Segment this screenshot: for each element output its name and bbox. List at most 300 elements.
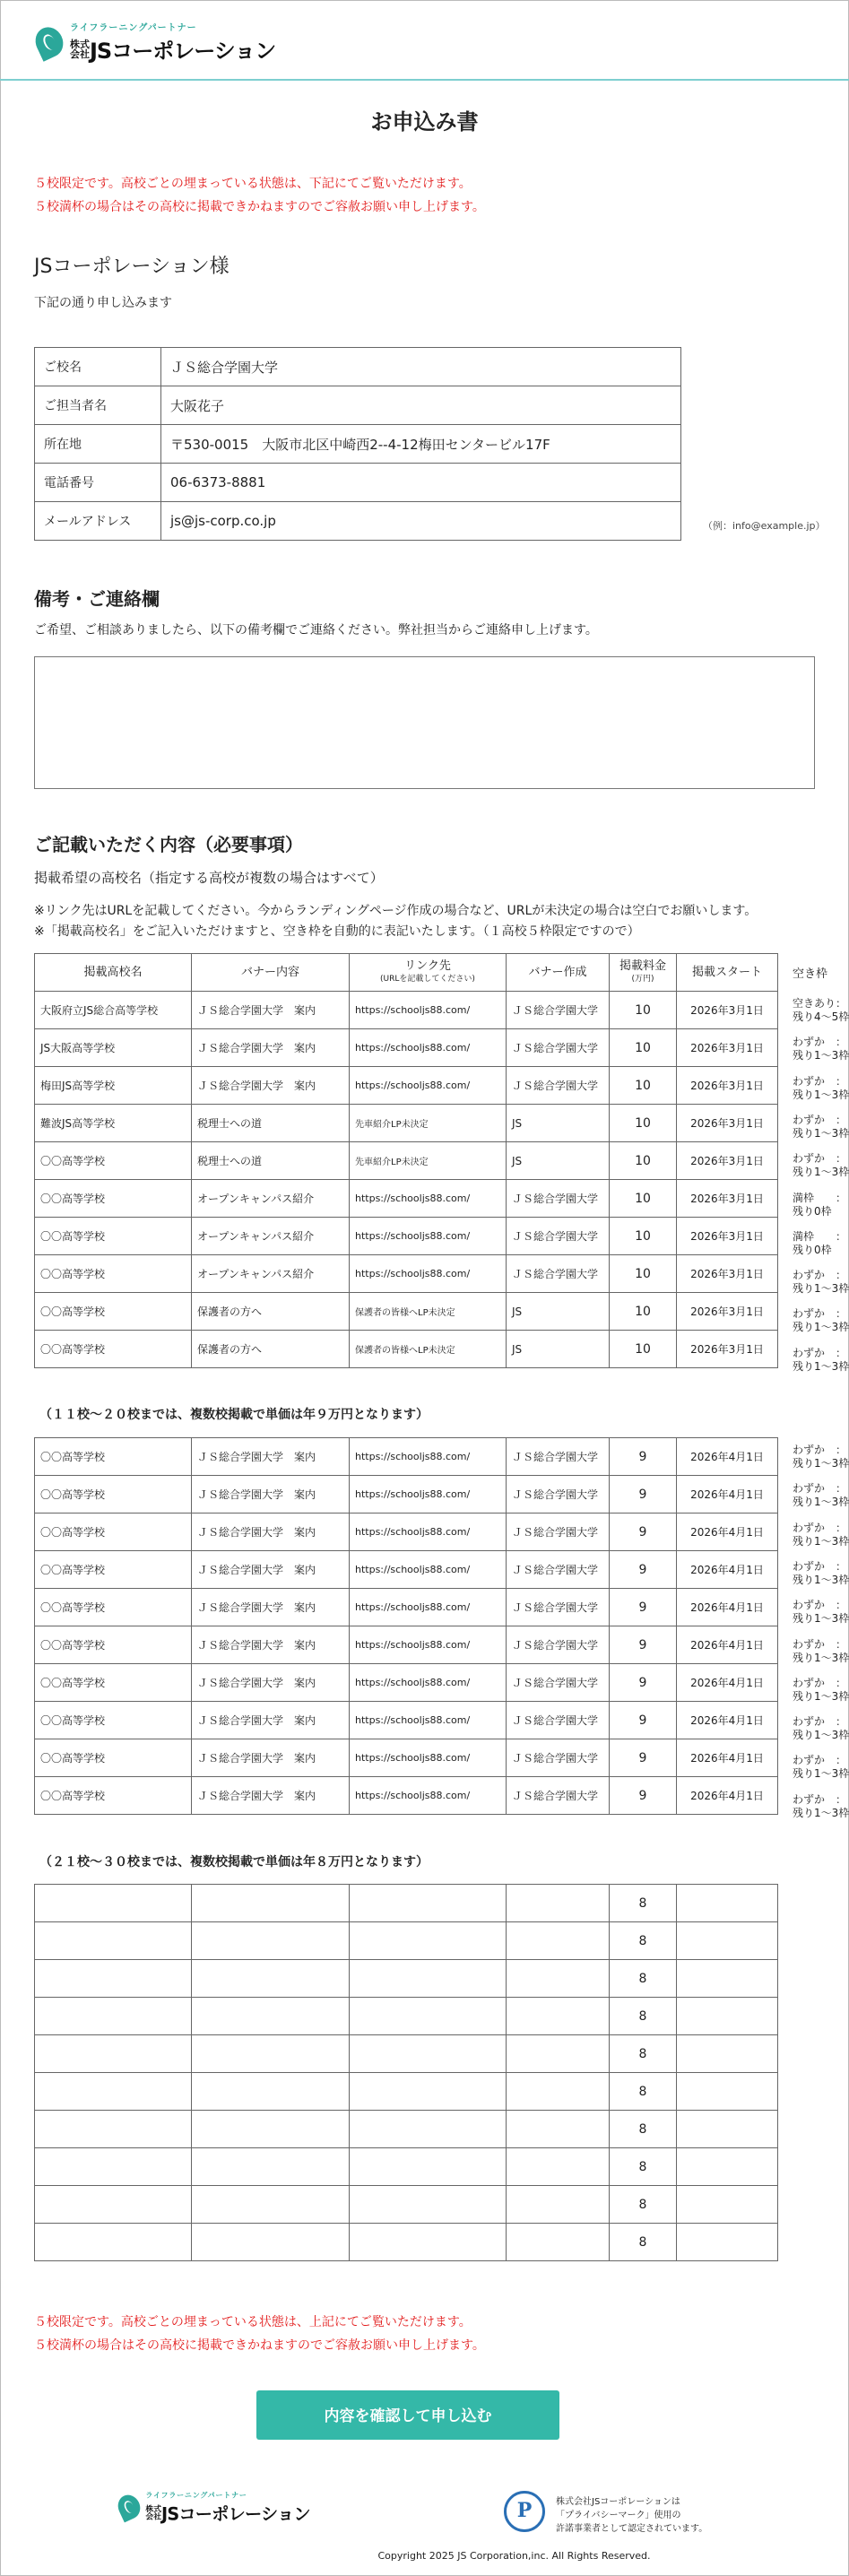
start-cell[interactable] [677,2111,778,2148]
fee-cell: 8 [610,1922,677,1960]
fee-cell: 8 [610,2035,677,2073]
logo-kk: 株式会社 [70,38,90,60]
fee-cell: 9 [610,1626,677,1664]
school-cell[interactable]: 〇〇高等学校 [35,1331,192,1368]
start-cell[interactable]: 2026年3月1日 [677,1142,778,1180]
table-row [35,2148,778,2186]
avail-line: 残り1～3枠 [793,1612,849,1626]
fee-cell: 10 [610,1142,677,1180]
creator-cell[interactable]: ＪＳ総合学園大学 [507,1514,610,1551]
privacy-mark-text [556,2495,707,2536]
avail-status [793,1075,849,1102]
fee-cell: 9 [610,1777,677,1815]
table-row [35,1739,778,1777]
table-row [35,1664,778,1702]
school-cell[interactable]: 難波JS高等学校 [35,1105,192,1142]
creator-cell[interactable]: ＪＳ総合学園大学 [507,1438,610,1476]
avail-line: 残り1～3枠 [793,1651,849,1664]
creator-cell[interactable] [507,2035,610,2073]
start-cell[interactable]: 2026年3月1日 [677,1105,778,1142]
banner-cell[interactable] [192,1885,350,1922]
banner-cell[interactable]: ＪＳ総合学園大学 案内 [192,1514,350,1551]
fee-cell: 8 [610,2224,677,2261]
banner-cell[interactable]: ＪＳ総合学園大学 案内 [192,1438,350,1476]
info-label: 所在地 [35,425,161,464]
creator-cell[interactable] [507,1885,610,1922]
table-row [35,1777,778,1815]
link-cell[interactable] [350,2224,507,2261]
banner-cell[interactable]: ＪＳ総合学園大学 案内 [192,1626,350,1664]
avail-line: 残り1～3枠 [793,1729,849,1742]
school-cell[interactable]: 梅田JS高等学校 [35,1067,192,1105]
start-cell[interactable] [677,1885,778,1922]
info-row [35,348,681,386]
school-cell[interactable]: 〇〇高等学校 [35,1218,192,1255]
school-cell[interactable]: 〇〇高等学校 [35,1589,192,1626]
table-row [35,1029,778,1067]
entry-table-1 [34,953,778,1368]
avail-status [793,1522,849,1548]
banner-cell[interactable]: ＪＳ総合学園大学 案内 [192,992,350,1029]
avail-line: わずか ： [793,1113,847,1126]
avail-line: わずか ： [793,1599,847,1612]
banner-cell[interactable]: ＪＳ総合学園大学 案内 [192,1739,350,1777]
fee-cell: 8 [610,2148,677,2186]
link-cell[interactable]: https://schooljs88.com/ [350,1180,507,1218]
table-row [35,1293,778,1331]
creator-cell[interactable]: ＪＳ総合学園大学 [507,1551,610,1589]
link-cell[interactable] [350,2111,507,2148]
creator-cell[interactable] [507,2148,610,2186]
avail-line: 残り1～3枠 [793,1767,849,1781]
col-header-sub: (URLを記載してください) [380,974,475,984]
start-cell[interactable] [677,2186,778,2224]
avail-line: 残り1～3枠 [793,1282,849,1296]
link-cell[interactable]: 保護者の皆様へLP未決定 [350,1331,507,1368]
banner-cell[interactable] [192,1960,350,1998]
fee-cell: 9 [610,1476,677,1514]
creator-cell[interactable]: ＪＳ総合学園大学 [507,1777,610,1815]
school-cell[interactable] [35,1998,192,2035]
logo-brand: JSコーポレーション [90,39,276,64]
table-row [35,1589,778,1626]
school-cell[interactable]: 〇〇高等学校 [35,1142,192,1180]
avail-line: わずか ： [793,1754,847,1767]
school-cell[interactable]: 〇〇高等学校 [35,1626,192,1664]
contact-name-field[interactable]: 大阪花子 [161,386,681,425]
creator-cell[interactable]: ＪＳ総合学園大学 [507,1218,610,1255]
info-row [35,425,681,464]
link-cell[interactable] [350,1998,507,2035]
avail-line: わずか ： [793,1792,847,1806]
school-cell[interactable] [35,2073,192,2111]
avail-line: わずか ： [793,1521,847,1534]
remarks-desc: ご希望、ご相談ありましたら、以下の備考欄でご連絡ください。弊社担当からご連絡申し上げます。 [34,623,598,637]
avail-line: わずか ： [793,1074,847,1088]
fee-cell: 10 [610,1105,677,1142]
start-cell[interactable]: 2026年4月1日 [677,1702,778,1739]
creator-cell[interactable] [507,1998,610,2035]
info-row [35,386,681,425]
avail-line: 残り1～3枠 [793,1806,849,1819]
avail-status [793,1114,849,1141]
logo-brand: JSコーポレーション [161,2503,310,2525]
creator-cell[interactable]: JS [507,1293,610,1331]
start-cell[interactable]: 2026年4月1日 [677,1551,778,1589]
table-row [35,2186,778,2224]
banner-cell[interactable]: 税理士への道 [192,1105,350,1142]
creator-cell[interactable]: ＪＳ総合学園大学 [507,1739,610,1777]
banner-cell[interactable] [192,2148,350,2186]
avail-line: 空きあり： [793,997,847,1010]
link-cell[interactable]: https://schooljs88.com/ [350,992,507,1029]
section3-note: （２１校～３０校までは、複数校掲載で単価は年８万円となります） [39,1855,429,1869]
fee-cell: 8 [610,2186,677,2224]
creator-cell[interactable] [507,2073,610,2111]
table-row [35,1438,778,1476]
address-field[interactable]: 〒530-0015 大阪市北区中崎西2--4-12梅田センタービル17F [161,425,681,464]
table-row [35,1180,778,1218]
table-row [35,992,778,1029]
banner-cell[interactable] [192,2111,350,2148]
table-row [35,1105,778,1142]
banner-cell[interactable]: ＪＳ総合学園大学 案内 [192,1551,350,1589]
fee-cell: 8 [610,1960,677,1998]
footer-logo[interactable] [118,2489,310,2525]
email-field[interactable]: js@js-corp.co.jp [161,502,681,541]
creator-cell[interactable] [507,1960,610,1998]
info-label: 電話番号 [35,464,161,502]
school-cell[interactable] [35,2035,192,2073]
fee-cell: 10 [610,1331,677,1368]
school-cell[interactable]: 大阪府立JS総合高等学校 [35,992,192,1029]
creator-cell[interactable] [507,2224,610,2261]
fee-cell: 10 [610,1293,677,1331]
avail-line: 残り0枠 [793,1204,832,1218]
banner-cell[interactable] [192,2073,350,2111]
info-label: ご担当者名 [35,386,161,425]
entry-subtitle: 掲載希望の高校名（指定する高校が複数の場合はすべて） [34,870,384,886]
link-cell[interactable]: https://schooljs88.com/ [350,1664,507,1702]
start-cell[interactable]: 2026年3月1日 [677,1255,778,1293]
link-cell[interactable]: https://schooljs88.com/ [350,1218,507,1255]
creator-cell[interactable] [507,2111,610,2148]
start-cell[interactable]: 2026年4月1日 [677,1739,778,1777]
avail-line: わずか ： [793,1307,847,1321]
notice-bottom [34,2311,485,2357]
info-row [35,502,681,541]
table-row [35,1626,778,1664]
fee-cell: 10 [610,1218,677,1255]
avail-line: 残り1～3枠 [793,1088,849,1101]
banner-cell[interactable]: ＪＳ総合学園大学 案内 [192,1777,350,1815]
link-cell[interactable]: 保護者の皆様へLP未決定 [350,1293,507,1331]
start-cell[interactable]: 2026年4月1日 [677,1438,778,1476]
start-cell[interactable] [677,2224,778,2261]
school-cell[interactable]: 〇〇高等学校 [35,1777,192,1815]
school-cell[interactable] [35,1960,192,1998]
avail-line: わずか ： [793,1637,847,1651]
col-header: 掲載高校名 [35,954,192,992]
banner-cell[interactable]: ＪＳ総合学園大学 案内 [192,1067,350,1105]
site-header [0,0,849,81]
school-cell[interactable]: 〇〇高等学校 [35,1702,192,1739]
creator-cell[interactable]: ＪＳ総合学園大学 [507,1067,610,1105]
link-cell[interactable]: https://schooljs88.com/ [350,1739,507,1777]
intro-text: 下記の通り申し込みます [34,296,172,310]
link-cell[interactable] [350,2148,507,2186]
table-row [35,2073,778,2111]
school-name-field[interactable]: ＪＳ総合学園大学 [161,348,681,386]
logo-tagline: ライフラーニングパートナー [145,2492,247,2500]
school-cell[interactable] [35,2111,192,2148]
creator-cell[interactable] [507,2186,610,2224]
phone-field[interactable]: 06-6373-8881 [161,464,681,502]
start-cell[interactable] [677,2148,778,2186]
start-cell[interactable]: 2026年4月1日 [677,1626,778,1664]
avail-status [793,1269,849,1296]
link-cell[interactable] [350,1885,507,1922]
avail-line: わずか ： [793,1559,847,1573]
school-cell[interactable]: 〇〇高等学校 [35,1476,192,1514]
start-cell[interactable]: 2026年4月1日 [677,1589,778,1626]
creator-cell[interactable]: ＪＳ総合学園大学 [507,1589,610,1626]
table-row [35,1922,778,1960]
start-cell[interactable] [677,2073,778,2111]
start-cell[interactable]: 2026年3月1日 [677,1293,778,1331]
col-header [350,954,507,992]
creator-cell[interactable] [507,1922,610,1960]
school-cell[interactable]: 〇〇高等学校 [35,1438,192,1476]
school-cell[interactable] [35,1922,192,1960]
link-cell[interactable] [350,2035,507,2073]
link-cell[interactable]: https://schooljs88.com/ [350,1702,507,1739]
school-cell[interactable]: 〇〇高等学校 [35,1293,192,1331]
info-label: メールアドレス [35,502,161,541]
school-cell[interactable] [35,2224,192,2261]
link-cell[interactable]: https://schooljs88.com/ [350,1514,507,1551]
start-cell[interactable] [677,1922,778,1960]
fee-cell: 9 [610,1739,677,1777]
school-cell[interactable] [35,2148,192,2186]
banner-cell[interactable]: ＪＳ総合学園大学 案内 [192,1476,350,1514]
col-header: バナー作成 [507,954,610,992]
creator-cell[interactable]: ＪＳ総合学園大学 [507,1476,610,1514]
col-header-text: リンク先 [404,958,451,973]
remarks-textarea[interactable] [34,656,815,789]
table-row [35,2035,778,2073]
creator-cell[interactable]: ＪＳ総合学園大学 [507,1664,610,1702]
table-row [35,1331,778,1368]
fee-cell: 8 [610,1885,677,1922]
link-cell[interactable] [350,1922,507,1960]
notice-line: ５校限定です。高校ごとの埋まっている状態は、上記にてご覧いただけます。 [34,2315,472,2329]
table-row [35,1255,778,1293]
avail-status [793,1482,849,1509]
school-cell[interactable]: 〇〇高等学校 [35,1514,192,1551]
start-cell[interactable]: 2026年3月1日 [677,1218,778,1255]
school-cell[interactable] [35,1885,192,1922]
start-cell[interactable]: 2026年4月1日 [677,1664,778,1702]
start-cell[interactable] [677,2035,778,2073]
info-label: ご校名 [35,348,161,386]
banner-cell[interactable]: ＪＳ総合学園大学 案内 [192,1702,350,1739]
avail-status [793,1754,849,1781]
creator-cell[interactable]: ＪＳ総合学園大学 [507,1255,610,1293]
start-cell[interactable]: 2026年3月1日 [677,1067,778,1105]
avail-status [793,1793,849,1820]
fee-cell: 10 [610,1255,677,1293]
link-cell[interactable]: https://schooljs88.com/ [350,1476,507,1514]
privacy-mark-icon: P [504,2491,545,2532]
avail-line: 残り0枠 [793,1243,832,1256]
avail-header: 空き枠 [793,967,828,981]
creator-cell[interactable]: ＪＳ総合学園大学 [507,992,610,1029]
fee-cell: 10 [610,1180,677,1218]
school-cell[interactable] [35,2186,192,2224]
creator-cell[interactable]: JS [507,1142,610,1180]
creator-cell[interactable]: ＪＳ総合学園大学 [507,1180,610,1218]
fee-cell: 9 [610,1702,677,1739]
banner-cell[interactable]: ＪＳ総合学園大学 案内 [192,1029,350,1067]
banner-cell[interactable]: 税理士への道 [192,1142,350,1180]
avail-status [793,1347,849,1374]
start-cell[interactable] [677,1998,778,2035]
fee-cell: 9 [610,1438,677,1476]
header-logo[interactable] [36,20,275,65]
table-row [35,1960,778,1998]
link-cell[interactable] [350,2073,507,2111]
link-cell[interactable]: https://schooljs88.com/ [350,1551,507,1589]
link-cell[interactable]: https://schooljs88.com/ [350,1029,507,1067]
school-cell[interactable]: 〇〇高等学校 [35,1255,192,1293]
avail-status [793,1444,849,1470]
banner-cell[interactable]: オープンキャンパス紹介 [192,1255,350,1293]
link-cell[interactable]: https://schooljs88.com/ [350,1067,507,1105]
entry-note: ※「掲載高校名」をご記入いただけますと、空き枠を自動的に表記いたします。（１高校５枠限定ですので） [34,924,640,939]
notice-top [34,172,485,219]
avail-line: 残り1～3枠 [793,1534,849,1548]
link-cell[interactable] [350,1960,507,1998]
start-cell[interactable]: 2026年4月1日 [677,1514,778,1551]
avail-status [793,1307,849,1334]
link-cell[interactable]: 先車紹介LP未決定 [350,1105,507,1142]
banner-cell[interactable] [192,1922,350,1960]
start-cell[interactable]: 2026年4月1日 [677,1777,778,1815]
avail-line: 残り1～3枠 [793,1049,849,1062]
school-cell[interactable]: JS大阪高等学校 [35,1029,192,1067]
start-cell[interactable]: 2026年4月1日 [677,1476,778,1514]
banner-cell[interactable] [192,1998,350,2035]
col-header-text: 掲載料金 [619,958,666,973]
school-cell[interactable]: 〇〇高等学校 [35,1739,192,1777]
table-row [35,1514,778,1551]
link-cell[interactable] [350,2186,507,2224]
table-row [35,1476,778,1514]
fee-cell: 9 [610,1514,677,1551]
table-row [35,1218,778,1255]
fee-cell: 10 [610,1029,677,1067]
banner-cell[interactable] [192,2224,350,2261]
banner-cell[interactable]: ＪＳ総合学園大学 案内 [192,1664,350,1702]
link-cell[interactable]: https://schooljs88.com/ [350,1438,507,1476]
avail-status [793,1036,849,1062]
link-cell[interactable]: https://schooljs88.com/ [350,1255,507,1293]
info-row [35,464,681,502]
avail-line: 残り1～3枠 [793,1126,849,1140]
entry-table-2 [34,1437,778,1815]
avail-line: わずか ： [793,1152,847,1166]
fee-cell: 8 [610,1998,677,2035]
avail-line: わずか ： [793,1269,847,1282]
creator-cell[interactable]: ＪＳ総合学園大学 [507,1702,610,1739]
creator-cell[interactable]: JS [507,1105,610,1142]
link-cell[interactable]: 先車紹介LP未決定 [350,1142,507,1180]
table-row [35,1142,778,1180]
avail-line: 残り1～3枠 [793,1166,849,1179]
link-cell[interactable]: https://schooljs88.com/ [350,1777,507,1815]
fee-cell: 9 [610,1589,677,1626]
table-row [35,1998,778,2035]
avail-line: 残り1～3枠 [793,1457,849,1470]
start-cell[interactable]: 2026年3月1日 [677,992,778,1029]
fee-cell: 10 [610,1067,677,1105]
creator-cell[interactable]: ＪＳ総合学園大学 [507,1626,610,1664]
entry-table-3 [34,1884,778,2261]
pmark-line: 「プライバシーマーク」使用の [556,2511,681,2520]
banner-cell[interactable]: ＪＳ総合学園大学 案内 [192,1589,350,1626]
avail-line: 残り1～3枠 [793,1359,849,1373]
school-cell[interactable]: 〇〇高等学校 [35,1551,192,1589]
avail-status [793,1638,849,1665]
avail-status [793,1192,849,1219]
leaf-logo-icon [30,22,68,61]
banner-cell[interactable] [192,2035,350,2073]
start-cell[interactable]: 2026年3月1日 [677,1331,778,1368]
avail-line: 満枠 ： [793,1229,847,1243]
banner-cell[interactable]: 保護者の方へ [192,1331,350,1368]
link-cell[interactable]: https://schooljs88.com/ [350,1626,507,1664]
banner-cell[interactable]: オープンキャンパス紹介 [192,1218,350,1255]
avail-line: わずか ： [793,1346,847,1359]
school-cell[interactable]: 〇〇高等学校 [35,1180,192,1218]
entry-note: ※リンク先はURLを記載してください。今からランディングページ作成の場合など、URLが未決定の場合は空白でお願いします。 [34,904,758,918]
creator-cell[interactable]: ＪＳ総合学園大学 [507,1029,610,1067]
creator-cell[interactable]: JS [507,1331,610,1368]
banner-cell[interactable]: 保護者の方へ [192,1293,350,1331]
submit-button[interactable]: 内容を確認して申し込む [256,2390,559,2440]
entry-notes [34,901,757,942]
page-title: お申込み書 [370,109,479,134]
banner-cell[interactable]: オープンキャンパス紹介 [192,1180,350,1218]
pmark-line: 許諾事業者として認定されています。 [556,2524,708,2534]
fee-cell: 9 [610,1664,677,1702]
avail-line: わずか ： [793,1482,847,1496]
start-cell[interactable]: 2026年3月1日 [677,1029,778,1067]
avail-line: わずか ： [793,1444,847,1456]
start-cell[interactable]: 2026年3月1日 [677,1180,778,1218]
col-header [610,954,677,992]
avail-status [793,1152,849,1179]
avail-line: 残り1～3枠 [793,1496,849,1509]
banner-cell[interactable] [192,2186,350,2224]
school-cell[interactable]: 〇〇高等学校 [35,1664,192,1702]
start-cell[interactable] [677,1960,778,1998]
client-name: JSコーポレーション様 [34,256,230,278]
link-cell[interactable]: https://schooljs88.com/ [350,1589,507,1626]
entry-heading: ご記載いただく内容（必要事項） [34,834,303,855]
section2-note: （１１校～２０校までは、複数校掲載で単価は年９万円となります） [39,1408,429,1422]
